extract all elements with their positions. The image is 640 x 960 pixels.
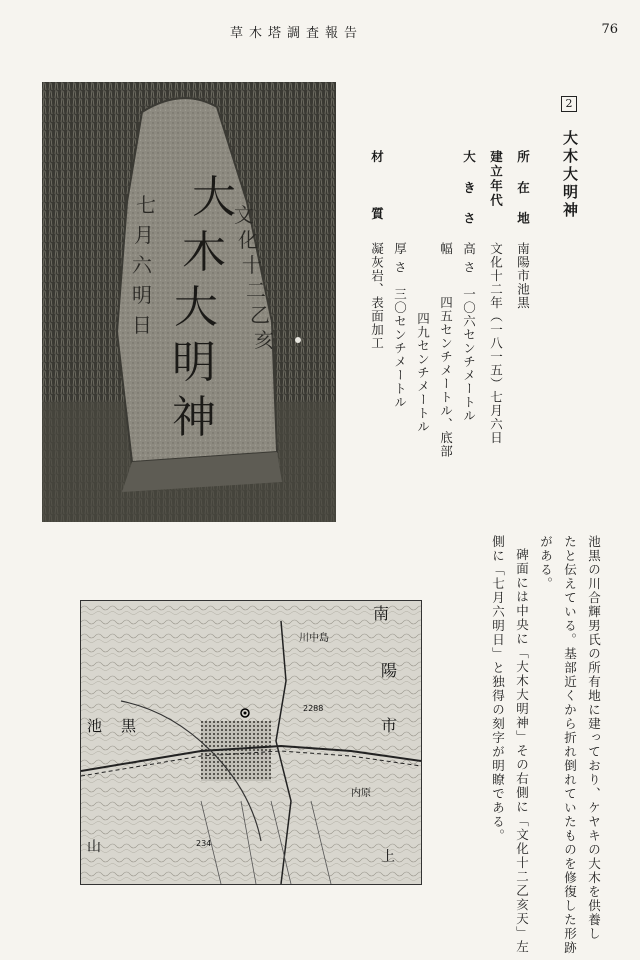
svg-text:乙: 乙	[250, 303, 270, 327]
body-line-5: 側に「七月六明日」と独得の刻字が明瞭である。	[490, 535, 506, 843]
field-label-location: 所 在 地	[515, 150, 531, 232]
map-label-shi: 市	[381, 716, 398, 735]
svg-text:六: 六	[132, 253, 152, 277]
svg-text:木: 木	[182, 227, 226, 278]
svg-text:化: 化	[238, 228, 258, 252]
field-value-year: 文化十二年（一八一五）七月六日	[488, 242, 504, 445]
body-line-4: 碑面には中央に「大木大明神」その右側に「文化十二乙亥天」左	[514, 548, 530, 954]
location-map	[80, 600, 422, 885]
svg-text:二: 二	[246, 278, 266, 302]
svg-text:月: 月	[134, 223, 154, 247]
field-value-material: 凝灰岩、表面加工	[369, 242, 385, 350]
field-value-width: 幅 四五センチメートル、底部	[438, 242, 454, 458]
entry-number: 2	[561, 96, 577, 112]
field-label-size: 大 き さ	[461, 150, 477, 232]
monument-photo-graphic	[42, 82, 336, 522]
page-number: 76	[601, 22, 618, 37]
map-label-kuro: 黒	[121, 717, 137, 735]
svg-text:日: 日	[132, 313, 152, 337]
map-label-nan: 南	[373, 604, 390, 623]
field-label-year: 建立年代	[488, 150, 504, 208]
svg-text:神: 神	[172, 392, 216, 443]
field-label-material: 材 質	[369, 150, 385, 236]
svg-text:七: 七	[136, 193, 156, 217]
map-label-uchihara: 内原	[351, 788, 371, 799]
location-map-graphic	[81, 601, 421, 884]
map-label-yama: 山	[87, 839, 101, 855]
body-line-1: 池黒の川合輝男氏の所有地に建っており、ケヤキの大木を供養し	[586, 535, 602, 941]
map-label-kami: 上	[381, 849, 395, 865]
svg-text:大: 大	[192, 172, 236, 223]
entry-title: 大木大明神	[561, 130, 579, 220]
field-value-height: 高 さ 一〇六センチメートル	[461, 242, 477, 423]
body-line-2: たと伝えている。基部近くから折れ倒れていたものを修復した形跡	[562, 535, 578, 955]
body-line-3: がある。	[538, 535, 554, 591]
field-value-width-base: 四九センチメートル	[415, 312, 431, 434]
svg-text:大: 大	[174, 282, 218, 333]
monument-photo	[42, 82, 336, 522]
svg-text:明: 明	[172, 337, 216, 388]
map-label-you: 陽	[381, 661, 398, 680]
field-value-location: 南陽市池黒	[515, 242, 531, 310]
map-label-ike: 池	[87, 717, 103, 735]
map-label-kawanakajima: 川中島	[299, 633, 329, 644]
map-label-elev-234: 234	[196, 839, 212, 848]
field-value-thickness: 厚 さ 三〇センチメートル	[392, 242, 408, 409]
svg-text:明: 明	[132, 283, 152, 307]
svg-text:十: 十	[242, 253, 262, 277]
map-label-elev-2288: 2288	[303, 704, 324, 713]
svg-text:文: 文	[234, 203, 254, 227]
svg-text:亥: 亥	[254, 328, 274, 352]
header-title: 草木塔調査報告	[230, 26, 364, 41]
